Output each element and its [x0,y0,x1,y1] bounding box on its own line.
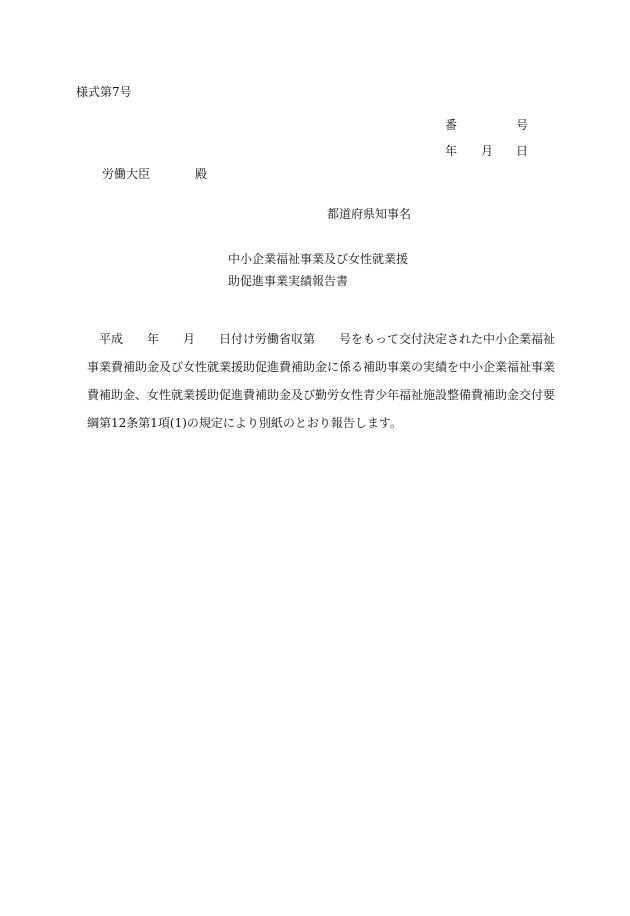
report-body-line: 平成 年 月 日付け労働省収第 号をもって交付決定された中小企業福祉 [87,332,556,346]
document-number-label: 番 [445,118,458,132]
report-body-line: 費補助金、女性就業援助促進費補助金及び勤労女性青少年福祉施設整備費補助金交付要 [87,388,556,402]
report-body [87,325,557,437]
sender-name: 都道府県知事名 [327,207,412,221]
date-year-label: 年 [445,144,458,158]
document-title-line-1: 中小企業福祉事業及び女性就業援 [228,252,409,266]
report-body-line: 事業費補助金及び女性就業援助促進費補助金に係る補助事業の実績を中小企業福祉事業 [87,360,556,374]
addressee-honorific: 殿 [195,167,208,181]
date-month-label: 月 [481,144,494,158]
document-title-line-2: 助促進事業実績報告書 [228,274,349,288]
addressee: 労働大臣 [102,167,151,181]
form-number: 様式第7号 [76,85,132,99]
report-body-line: 綱第12条第1項(1)の規定により別紙のとおり報告します。 [87,416,402,430]
document-number-suffix: 号 [516,118,529,132]
date-day-label: 日 [516,144,529,158]
